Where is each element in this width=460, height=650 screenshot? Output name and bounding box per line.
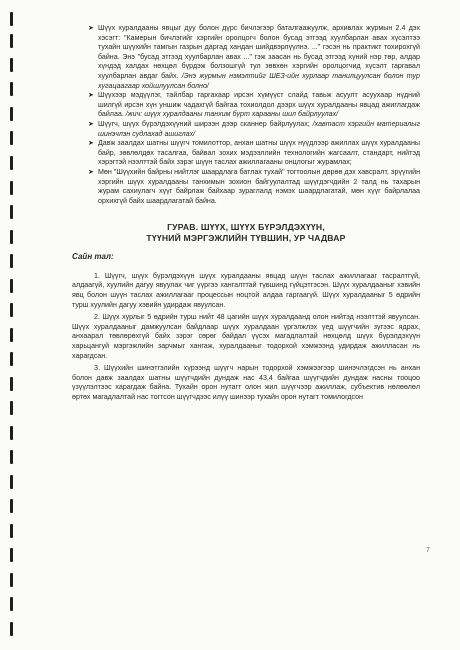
bullet-text: Шүүгч, шүүх бүрэлдэхүүний ширээн дээр сканнер байрлуулах; /хавтаст хэргийн материалыг шинэчлэн судлахад ашиглах/ (98, 119, 421, 138)
bullet-item (72, 24, 420, 91)
binder-hole (10, 622, 13, 636)
section-heading (72, 222, 420, 244)
binder-hole (10, 475, 13, 489)
bullet-item (72, 139, 420, 168)
paragraph: 2. Шүүх хурлыг 5 өдрийн турш нийт 48 цагийн шүүх хуралдаанд олон нийтэд нээлттэй явуулсан. Шүүх хуралдааныг дамжуулсан байдлаар шүүх хуралдаан үргэлжлэх үед шүүгчийн зүгээс ядрах, анхаарал төвлөрөхгүй байх зэрэг сөрөг байдал үүсэх магадлалтай нөхцөлд шүүх бүрэлдэхүүн харьцангуй мэргэжлийн зарчмыг хангаж, хуралдааныг тодорхой хэмжээнд удирдаж ажилласан нь харагдсан. (72, 313, 420, 360)
bullet-item (72, 120, 420, 139)
binder-holes (6, 0, 18, 650)
binder-hole (10, 58, 13, 72)
subheading: Сайн тал: (72, 252, 114, 262)
binder-hole (10, 328, 13, 342)
bullet-text: Шүүхээр мэдүүлэг, тайлбар гаргахаар ирсэн хүмүүст слайд тавьж асуулт асуухаар нүдний шилгүй ирсэн хүн уншиж чадахгүй байгаа тохиолдол дээрх шүүх хуралдааны явцад ажиглагдаж байлаа. /жич: шүүх хуралдааны танхим бүрт харааны шил байрлуулах/ (98, 91, 420, 119)
bullet-text: Мөн "Шүүхийн байрны нийтлэг шаардлага батлах тухай" тогтоолын дөрөө дэх хавсралт, эрүүгийн хэргийн шүүх хуралдааны танхимын зохион байгуулалтад шүүгдэгчдийн 2 талд нь тахарын журам сахиулагч хүүг байрлаж байхаар зураглалд нэмэх шаардлагатай, мөн хүүг байрлалаа орхихгүй байх шаардлагатай байна. (98, 167, 420, 205)
page-number: 7 (426, 547, 430, 554)
binder-hole (10, 279, 13, 293)
binder-hole (10, 450, 13, 464)
bullet-item (72, 168, 420, 206)
binder-hole (10, 548, 13, 562)
section-heading-line: ГУРАВ. ШҮҮХ, ШҮҮХ БҮРЭЛДЭХҮҮН, (167, 222, 325, 233)
binder-hole (10, 34, 13, 48)
binder-hole (10, 254, 13, 268)
arrow-bullet-icon: ➤ (88, 168, 94, 176)
binder-hole (10, 181, 13, 195)
binder-hole (10, 426, 13, 440)
bullet-text: Шүүх хуралдааны явцыг дуу болон дүрс бичлэгээр баталгаажуулж, архивлах журмын 2.4 дэх хэсэгт: "Камерын бичлэгийг хэргийн оролцогч болон бусад этгээд хуулбарлан авах хүсэлтээ тухайн шүүхийн тамгын газрын даргад хандан шийдвэрлүүлнэ. ..." гэсэн нь практикт тохирохгүй байна. Энэ "бусад этгээд хуулбарлан авах ..." гэж заасан нь бусад этгээд хүний нэр төр, алдар хүндэд халдах нөхцөл бүрдэж болзошгүй тул зөвхөн хэргийн оролцогчид хүсэлт гаргавал хуулбарлан авдаг байх. /Энэ журмын нэмэлтийг ШЕЗ-ийн хурлаар танилцуулсан болон тур хугацаагаар хойшлуулсан болно/ (98, 24, 421, 90)
arrow-bullet-icon: ➤ (88, 140, 94, 148)
binder-hole (10, 156, 13, 170)
binder-hole (10, 597, 13, 611)
bullet-text: Давж заалдах шатны шүүгч томилоттор, анхан шатны шүүх нүүдлээр ажиллах шүүх хуралдааны байр, зөвлөлдөх тасалгаа, байвал зохих мэдээллийн технологийн жагсаалт, стандарт, нийтэд хэрэгтэй нээлттэй байх зэрэг шүүн таслах ажиллагааны онцлогыг журамлах; (98, 139, 420, 167)
paragraph: 3. Шүүхийн шинэтгэлийн хүрээнд шүүгч нарын тодорхой хэмжээгээр шинэчлэгдсэн нь анхан болон давж заалдах шатны шүүгчдийн дундаж нас 43,4 байгаа шүүгчдийн дундаж насны тооцоо үзүүлэлтээс харагдаж байна. Тухайн орон нутагт олон жил шүүгчээр ажиллаж, субъектив нөлөөлөл өртөх магадлалтай нас тогтсон шүүгчдээс илүү шинээр тухайн орон нутагт томилогдсон (72, 364, 420, 401)
binder-hole (10, 205, 13, 219)
bullet-item (72, 91, 420, 120)
binder-hole (10, 377, 13, 391)
binder-hole (10, 107, 13, 121)
binder-hole (10, 352, 13, 366)
binder-hole (10, 12, 13, 26)
paragraph: 1. Шүүгч, шүүх бүрэлдэхүүн шүүх хуралдааны явцад шүүн таслах ажиллагааг тасралтгүй, алдаагүй, хуулийн дагуу явуулах чиг үүргээ хангалттай түвшинд гүйцэтгэсэн. Шүүх хуралдааныг хэвийн явц болон шүүн таслах ажиллагааг процессын ноцтой алдаа гаргаагүй. Шүүх хуралдааныг 5 өдрийн турш хуулийн дагуу хэвийн удирдаж явуулсан. (72, 271, 420, 309)
binder-hole (10, 401, 13, 415)
binder-hole (10, 524, 13, 538)
binder-hole (10, 573, 13, 587)
arrow-bullet-icon: ➤ (88, 92, 94, 100)
binder-hole (10, 230, 13, 244)
arrow-bullet-icon: ➤ (88, 25, 94, 32)
binder-hole (10, 82, 13, 96)
page-content (72, 24, 420, 406)
binder-hole (10, 131, 13, 145)
binder-hole (10, 303, 13, 317)
arrow-bullet-icon: ➤ (88, 120, 94, 128)
section-heading-line: ТҮҮНИЙ МЭРГЭЖЛИЙН ТҮВШИН, УР ЧАДВАР (146, 233, 346, 244)
binder-hole (10, 499, 13, 513)
